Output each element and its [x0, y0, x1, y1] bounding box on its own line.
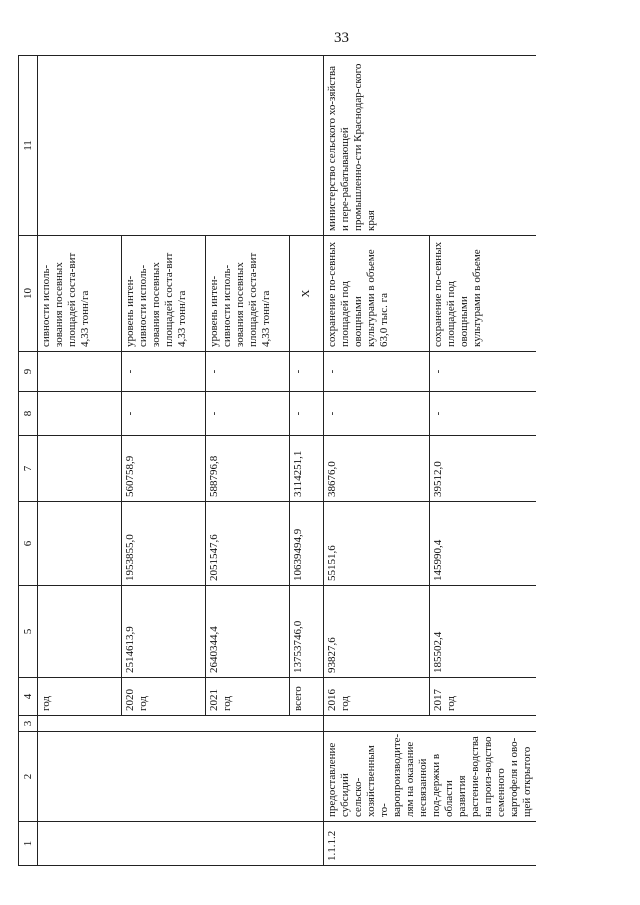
table-cell [38, 586, 122, 678]
value-cell: - [324, 352, 430, 392]
value-cell: 2514613,9 [122, 586, 206, 678]
description-cell: предоставление субсидий сельско-хозяйственным то-варопроизводите-лям на оказание несвязанной под-держки в области развития растение-водства на произ-водство семенного картофеля и ово-щей открытого [324, 732, 537, 822]
value-cell: - [206, 352, 290, 392]
year-cell: всего [290, 678, 324, 716]
year-cell: 2016 год [324, 678, 430, 716]
value-cell: 93827,6 [324, 586, 430, 678]
table-row [324, 56, 430, 866]
header-cell: 7 [19, 436, 38, 502]
table-cell [38, 822, 324, 866]
value-cell: 3114251,1 [290, 436, 324, 502]
table-row [38, 56, 122, 866]
table-cell [38, 732, 324, 822]
table-cell [38, 502, 122, 586]
year-cell: год [38, 678, 122, 716]
result-cell: сивности исполь-зования посевных площадей соста-вит 4,33 тонн/га [38, 236, 122, 352]
value-cell: 10639494,9 [290, 502, 324, 586]
value-cell: - [430, 392, 536, 436]
result-cell: Х [290, 236, 324, 352]
year-cell: 2017 год [430, 678, 536, 716]
result-cell: сохранение по-севных площадей под овощными культурами в объеме 63,0 тыс. га [324, 236, 430, 352]
value-cell: 39512,0 [430, 436, 536, 502]
table-cell [38, 392, 122, 436]
value-cell: 1953855,0 [122, 502, 206, 586]
table-cell [38, 352, 122, 392]
value-cell: - [290, 352, 324, 392]
value-cell: - [324, 392, 430, 436]
table-cell [38, 716, 324, 732]
header-cell: 8 [19, 392, 38, 436]
value-cell: 55151,6 [324, 502, 430, 586]
page-number: 33 [334, 30, 349, 46]
value-cell: 2640344,4 [206, 586, 290, 678]
value-cell: - [206, 392, 290, 436]
result-cell: уровень интен-сивности исполь-зования посевных площадей соста-вит 4,33 тонн/га [206, 236, 290, 352]
year-cell: 2021 год [206, 678, 290, 716]
result-cell: сохранение по-севных площадей под овощными культурами в объеме [430, 236, 536, 352]
value-cell: 2051547,6 [206, 502, 290, 586]
value-cell: 13753746,0 [290, 586, 324, 678]
result-cell: уровень интен-сивности исполь-зования посевных площадей соста-вит 4,33 тонн/га [122, 236, 206, 352]
table-cell [324, 716, 537, 732]
header-row [19, 56, 38, 866]
value-cell: 145990,4 [430, 502, 536, 586]
header-cell: 11 [19, 56, 38, 236]
value-cell: 588796,8 [206, 436, 290, 502]
header-cell: 2 [19, 732, 38, 822]
header-cell: 10 [19, 236, 38, 352]
header-cell: 9 [19, 352, 38, 392]
value-cell: - [430, 352, 536, 392]
header-cell: 5 [19, 586, 38, 678]
value-cell: - [122, 352, 206, 392]
value-cell: 560758,9 [122, 436, 206, 502]
value-cell: - [122, 392, 206, 436]
header-cell: 1 [19, 822, 38, 866]
budget-table [18, 55, 536, 866]
header-cell: 6 [19, 502, 38, 586]
header-cell: 4 [19, 678, 38, 716]
value-cell: - [290, 392, 324, 436]
responsible-cell: министерство сельского хо-зяйства и пере-рабатывающей промышленно-сти Краснодар-ского края [324, 56, 537, 236]
rotated-table-container [18, 56, 533, 866]
item-number-cell: 1.1.1.2 [324, 822, 537, 866]
value-cell: 38676,0 [324, 436, 430, 502]
year-cell: 2020 год [122, 678, 206, 716]
table-cell [38, 436, 122, 502]
value-cell: 185502,4 [430, 586, 536, 678]
table-cell [38, 56, 324, 236]
header-cell: 3 [19, 716, 38, 732]
